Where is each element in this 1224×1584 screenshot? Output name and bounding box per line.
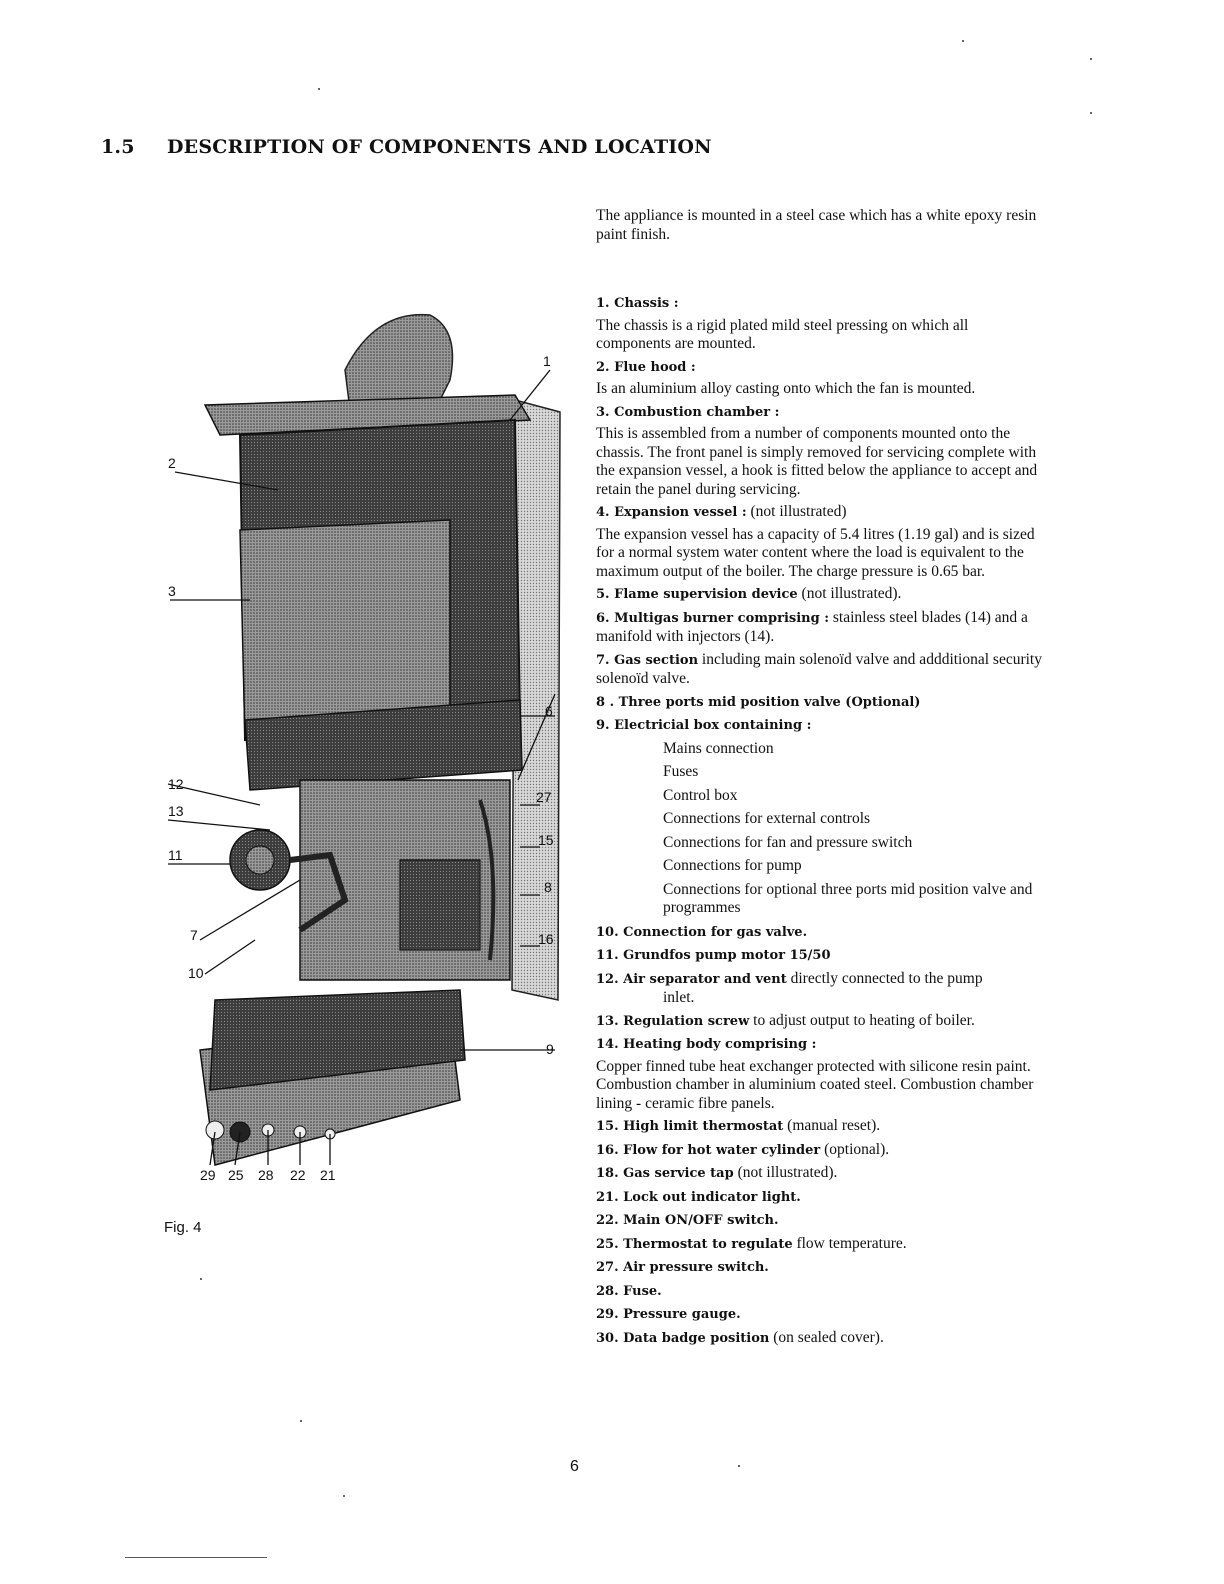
callout-7: 7 xyxy=(190,927,198,943)
callout-29: 29 xyxy=(200,1167,216,1183)
list-item xyxy=(596,946,1042,966)
callout-21: 21 xyxy=(320,1167,336,1183)
item-description: The expansion vessel has a capacity of 5.4 litres (1.19 gal) and is sized for a normal system water content where the load is equivalent to the maximum output of the boiler. The charge pressure is 0.65 bar. xyxy=(596,525,1035,580)
list-item xyxy=(596,716,1042,736)
item-inline: (on sealed cover). xyxy=(769,1328,884,1346)
list-item xyxy=(596,1258,1042,1278)
sublist-item: Connections for pump xyxy=(663,857,802,874)
list-item xyxy=(596,1164,1042,1184)
item-continuation: inlet. xyxy=(663,989,695,1006)
sublist-item: Mains connection xyxy=(663,739,774,757)
item-title: 29. Pressure gauge. xyxy=(596,1307,741,1322)
sublist-item: Fuses xyxy=(663,763,699,780)
list-item xyxy=(596,651,1042,689)
list-item xyxy=(596,585,1042,605)
item-description: Copper finned tube heat exchanger protected with silicone resin paint. Combustion chamber in aluminium coated steel. Combustion chamber lining - ceramic fibre panels. xyxy=(596,1057,1034,1112)
sublist-item: Connections for external controls xyxy=(663,810,871,827)
figure-caption: Fig. 4 xyxy=(164,1219,202,1236)
sublist-item: Connections for optional three ports mid position valve and programmes xyxy=(663,880,1033,916)
scan-speck xyxy=(200,1278,202,1280)
scan-speck xyxy=(738,1465,740,1467)
item-title: 16. Flow for hot water cylinder xyxy=(596,1142,821,1158)
item-title: 9. Electricial box containing : xyxy=(596,718,812,733)
item-title: 4. Expansion vessel : xyxy=(596,505,747,520)
callout-3: 3 xyxy=(168,583,176,599)
item-inline: (manual reset). xyxy=(783,1117,881,1134)
list-item xyxy=(596,1141,1042,1161)
list-item xyxy=(596,1035,1042,1113)
callout-10: 10 xyxy=(188,965,204,981)
item-title: 5. Flame supervision device xyxy=(596,587,798,602)
page-number: 6 xyxy=(570,1458,579,1475)
callout-16: 16 xyxy=(538,931,554,947)
item-description: This is assembled from a number of components mounted onto the chassis. The front panel is simply removed for servicing complete with the expansion vessel, a hook is fitted below the appliance to accept and retain the panel during servicing. xyxy=(596,425,1038,498)
item-title: 13. Regulation screw xyxy=(596,1013,750,1029)
scan-speck xyxy=(300,1420,302,1422)
sublist-item: Connections for fan and pressure switch xyxy=(663,833,913,851)
section-number: 1.5 xyxy=(101,136,135,158)
item-title: 2. Flue hood : xyxy=(596,359,696,375)
list-item xyxy=(596,1188,1042,1208)
item-inline: directly connected to the pump xyxy=(786,969,983,987)
scan-speck xyxy=(343,1495,345,1497)
list-item xyxy=(596,923,1042,943)
list-item xyxy=(596,1117,1042,1137)
scan-speck xyxy=(962,40,964,42)
item-title: 30. Data badge position xyxy=(596,1330,770,1346)
item-title: 3. Combustion chamber : xyxy=(596,404,780,420)
list-item xyxy=(596,1235,1042,1255)
list-item xyxy=(596,358,1042,399)
sublist-item: Control box xyxy=(663,786,738,804)
item-title: 21. Lock out indicator light. xyxy=(596,1189,801,1205)
callout-8: 8 xyxy=(544,879,552,895)
list-item xyxy=(596,1012,1042,1032)
item-inline: to adjust output to heating of boiler. xyxy=(749,1011,975,1029)
callout-27: 27 xyxy=(536,789,552,805)
list-item xyxy=(596,970,1042,1008)
callout-28: 28 xyxy=(258,1167,274,1183)
callout-12: 12 xyxy=(168,776,184,792)
scan-speck xyxy=(1090,112,1092,114)
component-list xyxy=(596,294,1042,1352)
item-description: The chassis is a rigid plated mild steel pressing on which all components are mounted. xyxy=(596,316,969,352)
item-title: 10. Connection for gas valve. xyxy=(596,924,808,940)
list-item xyxy=(596,1305,1042,1325)
item-title: 6. Multigas burner comprising : xyxy=(596,610,830,626)
list-item xyxy=(596,503,1042,581)
item-description: Is an aluminium alloy casting onto which the fan is mounted. xyxy=(596,380,976,397)
item-title: 11. Grundfos pump motor 15/50 xyxy=(596,948,831,963)
item-title: 18. Gas service tap xyxy=(596,1166,734,1181)
item-title: 25. Thermostat to regulate xyxy=(596,1236,793,1252)
list-item xyxy=(596,1211,1042,1231)
intro-paragraph: The appliance is mounted in a steel case which has a white epoxy resin paint finish. xyxy=(596,207,1037,243)
item-inline: including main solenoïd valve and addditional security solenoïd valve. xyxy=(596,650,1042,687)
item-title: 7. Gas section xyxy=(596,652,699,668)
item-inline: (optional). xyxy=(820,1140,890,1158)
list-item xyxy=(596,693,1042,713)
callout-22: 22 xyxy=(290,1167,306,1183)
item-inline: flow temperature. xyxy=(792,1234,907,1252)
item-title: 28. Fuse. xyxy=(596,1283,662,1299)
item-inline: (not illustrated). xyxy=(797,585,902,602)
item-title: 8 . Three ports mid position valve (Optional) xyxy=(596,694,921,710)
item-inline: (not illustrated) xyxy=(746,503,847,520)
callout-1: 1 xyxy=(543,353,551,369)
callout-13: 13 xyxy=(168,803,184,819)
list-item xyxy=(596,1282,1042,1302)
item-title: 15. High limit thermostat xyxy=(596,1119,784,1134)
callout-25: 25 xyxy=(228,1167,244,1183)
list-item xyxy=(596,1329,1042,1349)
list-item xyxy=(596,403,1042,500)
item-inline: (not illustrated). xyxy=(733,1164,838,1181)
item-inline: stainless steel blades (14) and a manifold with injectors (14). xyxy=(596,608,1028,645)
list-item xyxy=(596,294,1042,354)
item-title: 1. Chassis : xyxy=(596,296,679,311)
callout-9: 9 xyxy=(546,1041,554,1057)
callout-2: 2 xyxy=(168,455,176,471)
callout-11: 11 xyxy=(168,847,183,863)
footer-rule xyxy=(125,1557,267,1558)
item-title: 22. Main ON/OFF switch. xyxy=(596,1213,779,1228)
scan-speck xyxy=(1090,58,1092,60)
electrical-box-list xyxy=(663,740,1042,918)
boiler-illustration xyxy=(160,300,580,1200)
item-title: 14. Heating body comprising : xyxy=(596,1037,817,1052)
callout-15: 15 xyxy=(538,832,554,848)
callout-6: 6 xyxy=(545,703,553,719)
item-title: 27. Air pressure switch. xyxy=(596,1260,769,1275)
boiler-figure xyxy=(160,300,580,1200)
scan-speck xyxy=(318,88,320,90)
section-heading xyxy=(101,136,712,158)
item-title: 12. Air separator and vent xyxy=(596,971,787,987)
list-item xyxy=(596,609,1042,647)
section-title: DESCRIPTION OF COMPONENTS AND LOCATION xyxy=(167,136,712,158)
